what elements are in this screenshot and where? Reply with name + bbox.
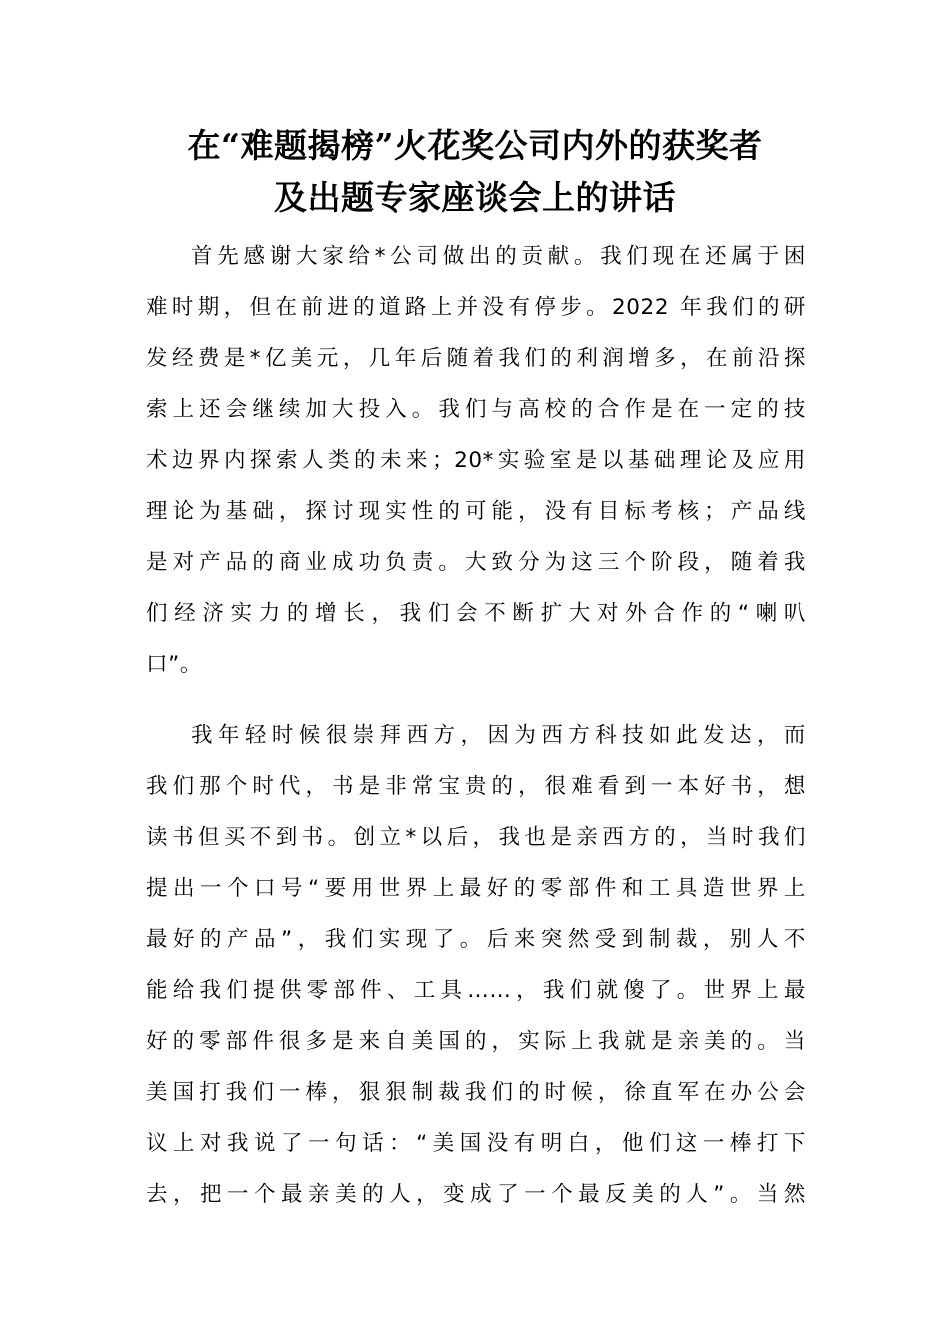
text-line: 理论为基础，探讨现实性的可能，没有目标考核；产品线 — [146, 499, 806, 524]
text-line: 难时期，但在前进的道路上并没有停步。2022 年我们的研 — [146, 295, 806, 320]
document-title — [100, 120, 850, 224]
text-line: 提出一个口号“要用世界上最好的零部件和工具造世界上 — [146, 876, 806, 901]
document-body — [146, 231, 806, 1220]
text-line: 议上对我说了一句话：“美国没有明白，他们这一棒打下 — [146, 1131, 806, 1156]
text-line: 术边界内探索人类的未来；20*实验室是以基础理论及应用 — [146, 448, 806, 473]
text-line: 们经济实力的增长，我们会不断扩大对外合作的“喇叭 — [146, 601, 806, 626]
text-line: 去，把一个最亲美的人，变成了一个最反美的人”。当然 — [146, 1182, 806, 1207]
text-line: 好的零部件很多是来自美国的，实际上我就是亲美的。当 — [146, 1029, 806, 1054]
text-line: 发经费是*亿美元，几年后随着我们的利润增多，在前沿探 — [146, 346, 806, 371]
text-line: 索上还会继续加大投入。我们与高校的合作是在一定的技 — [146, 397, 806, 422]
text-line: 口”。 — [146, 652, 202, 677]
text-line: 首先感谢大家给*公司做出的贡献。我们现在还属于困 — [191, 244, 806, 269]
title-line-1: 在“难题揭榜”火花奖公司内外的获奖者 — [187, 126, 763, 165]
text-line: 是对产品的商业成功负责。大致分为这三个阶段，随着我 — [146, 550, 806, 575]
text-line: 能给我们提供零部件、工具……，我们就傻了。世界上最 — [146, 978, 806, 1003]
title-line-2: 及出题专家座谈会上的讲话 — [274, 178, 676, 217]
text-line: 我年轻时候很崇拜西方，因为西方科技如此发达，而 — [191, 723, 806, 748]
text-line: 最好的产品”，我们实现了。后来突然受到制裁，别人不 — [146, 927, 806, 952]
paragraph-1 — [146, 231, 806, 690]
text-line: 美国打我们一棒，狠狠制裁我们的时候，徐直军在办公会 — [146, 1080, 806, 1105]
paragraph-2 — [146, 710, 806, 1220]
text-line: 读书但买不到书。创立*以后，我也是亲西方的，当时我们 — [146, 825, 806, 850]
text-line: 我们那个时代，书是非常宝贵的，很难看到一本好书，想 — [146, 774, 806, 799]
